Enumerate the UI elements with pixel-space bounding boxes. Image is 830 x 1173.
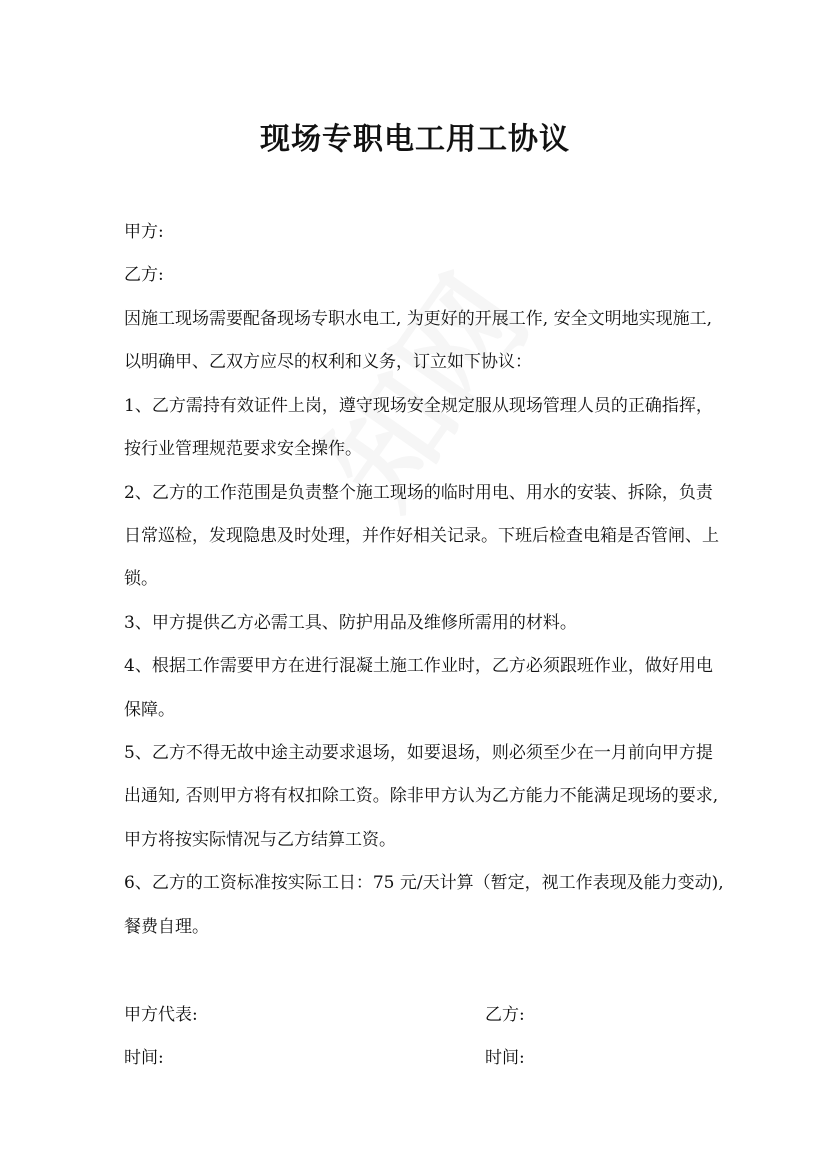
paragraph-line: 6、乙方的工资标准按实际工日：75 元/天计算（暂定，视工作表现及能力变动), xyxy=(124,873,724,894)
paragraph-line: 4、根据工作需要甲方在进行混凝土施工作业时，乙方必须跟班作业，做好用电 xyxy=(124,656,713,677)
paragraph-line: 按行业管理规范要求安全操作。 xyxy=(124,439,362,460)
paragraph-line: 3、甲方提供乙方必需工具、防护用品及维修所需用的材料。 xyxy=(124,612,577,633)
time-a-label: 时间: xyxy=(124,1048,164,1068)
paragraph-line: 日常巡检，发现隐患及时处理，并作好相关记录。下班后检查电箱是否管闸、上 xyxy=(124,526,719,546)
paragraph-line: 餐费自理。 xyxy=(124,916,209,937)
paragraph-line: 甲方将按实际情况与乙方结算工资。 xyxy=(124,829,396,850)
paragraph-line: 因施工现场需要配备现场专职水电工, 为更好的开展工作, 安全文明地实现施工, xyxy=(124,309,713,329)
paragraph-line: 2、乙方的工作范围是负责整个施工现场的临时用电、用水的安装、拆除，负责 xyxy=(124,482,713,503)
paragraph-line: 1、乙方需持有效证件上岗，遵守现场安全规定服从现场管理人员的正确指挥， xyxy=(124,395,713,416)
paragraph-line: 以明确甲、乙双方应尽的权利和义务，订立如下协议： xyxy=(124,352,532,373)
party-b-label: 乙方: xyxy=(124,265,164,285)
paragraph-line: 锁。 xyxy=(124,569,158,590)
party-b-sign-label: 乙方: xyxy=(485,1005,525,1025)
time-b-label: 时间: xyxy=(485,1048,525,1068)
party-a-rep-label: 甲方代表: xyxy=(124,1005,198,1025)
party-a-label: 甲方: xyxy=(124,222,164,242)
document-title: 现场专职电工用工协议 xyxy=(260,122,570,157)
paragraph-line: 出通知, 否则甲方将有权扣除工资。除非甲方认为乙方能力不能满足现场的要求, xyxy=(124,786,719,807)
paragraph-line: 5、乙方不得无故中途主动要求退场，如要退场，则必须至少在一月前向甲方提 xyxy=(124,743,713,763)
paragraph-line: 保障。 xyxy=(124,699,175,720)
